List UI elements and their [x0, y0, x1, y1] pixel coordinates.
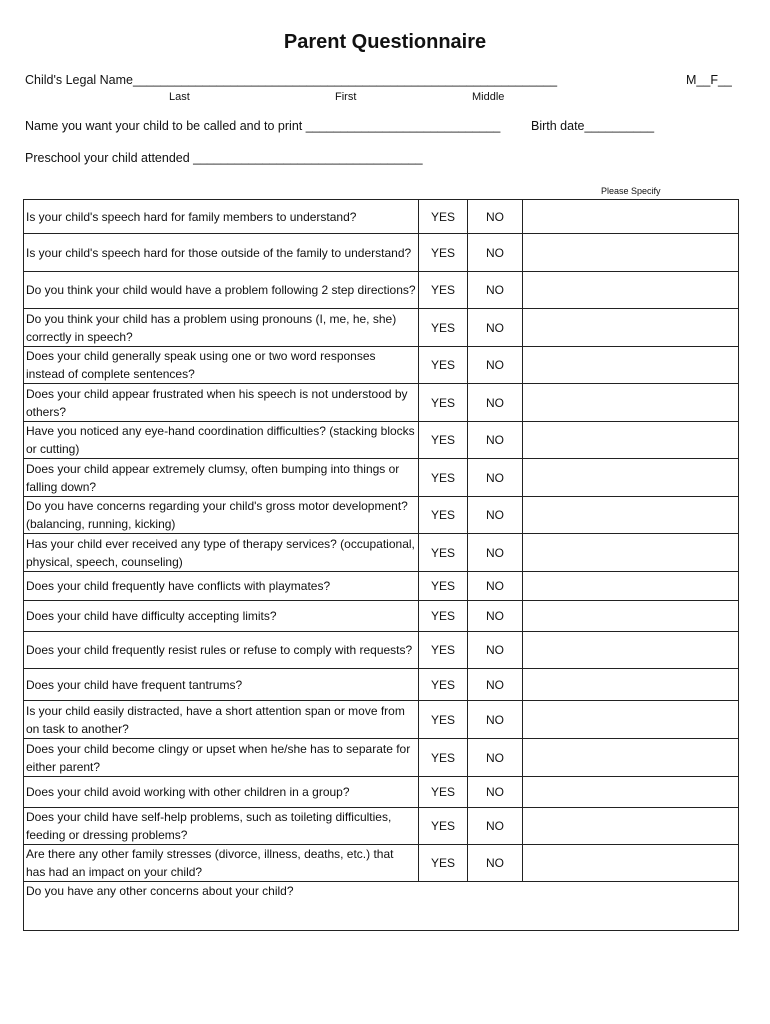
no-option[interactable]: NO [468, 601, 523, 632]
specify-field[interactable] [523, 739, 739, 777]
no-option[interactable]: NO [468, 272, 523, 309]
yes-option[interactable]: YES [419, 422, 468, 459]
last-name-label: Last [169, 91, 190, 103]
no-option[interactable]: NO [468, 808, 523, 845]
no-option[interactable]: NO [468, 777, 523, 808]
yes-option[interactable]: YES [419, 739, 468, 777]
no-option[interactable]: NO [468, 234, 523, 272]
no-option[interactable]: NO [468, 739, 523, 777]
yes-option[interactable]: YES [419, 272, 468, 309]
no-option[interactable]: NO [468, 422, 523, 459]
legal-name-field[interactable]: Child's Legal Name_____________________________________________________________ [25, 73, 558, 87]
question-text: Do you think your child would have a problem following 2 step directions? [24, 272, 419, 309]
specify-field[interactable] [523, 384, 739, 422]
question-text: Are there any other family stresses (divorce, illness, deaths, etc.) that has had an impact on your child? [24, 845, 419, 882]
final-question-row [24, 882, 739, 931]
yes-option[interactable]: YES [419, 669, 468, 701]
specify-field[interactable] [523, 309, 739, 347]
yes-option[interactable]: YES [419, 534, 468, 572]
question-row [24, 808, 739, 845]
yes-option[interactable]: YES [419, 497, 468, 534]
question-text: Is your child easily distracted, have a short attention span or move from on task to another? [24, 701, 419, 739]
question-row [24, 384, 739, 422]
specify-field[interactable] [523, 808, 739, 845]
question-row [24, 669, 739, 701]
question-text: Does your child appear frustrated when his speech is not understood by others? [24, 384, 419, 422]
gender-field[interactable]: M__F__ [686, 73, 732, 87]
question-text: Does your child frequently have conflicts with playmates? [24, 572, 419, 601]
yes-option[interactable]: YES [419, 384, 468, 422]
no-option[interactable]: NO [468, 309, 523, 347]
no-option[interactable]: NO [468, 459, 523, 497]
no-option[interactable]: NO [468, 384, 523, 422]
question-text: Does your child appear extremely clumsy, often bumping into things or falling down? [24, 459, 419, 497]
question-text: Do you have concerns regarding your child's gross motor development? (balancing, running, kicking) [24, 497, 419, 534]
question-row [24, 347, 739, 384]
no-option[interactable]: NO [468, 701, 523, 739]
question-row [24, 200, 739, 234]
specify-field[interactable] [523, 777, 739, 808]
yes-option[interactable]: YES [419, 845, 468, 882]
no-option[interactable]: NO [468, 572, 523, 601]
specify-field[interactable] [523, 845, 739, 882]
specify-field[interactable] [523, 572, 739, 601]
no-option[interactable]: NO [468, 632, 523, 669]
final-question[interactable]: Do you have any other concerns about your child? [24, 882, 739, 931]
question-text: Is your child's speech hard for family members to understand? [24, 200, 419, 234]
question-row [24, 845, 739, 882]
question-text: Does your child become clingy or upset when he/she has to separate for either parent? [24, 739, 419, 777]
yes-option[interactable]: YES [419, 309, 468, 347]
specify-field[interactable] [523, 497, 739, 534]
question-row [24, 309, 739, 347]
specify-field[interactable] [523, 234, 739, 272]
question-row [24, 272, 739, 309]
specify-field[interactable] [523, 601, 739, 632]
specify-field[interactable] [523, 669, 739, 701]
specify-field[interactable] [523, 272, 739, 309]
specify-field[interactable] [523, 200, 739, 234]
question-text: Is your child's speech hard for those outside of the family to understand? [24, 234, 419, 272]
yes-option[interactable]: YES [419, 601, 468, 632]
please-specify-label: Please Specify [601, 186, 661, 196]
yes-option[interactable]: YES [419, 200, 468, 234]
middle-name-label: Middle [472, 91, 505, 103]
no-option[interactable]: NO [468, 534, 523, 572]
question-text: Has your child ever received any type of therapy services? (occupational, physical, speech, counseling) [24, 534, 419, 572]
birth-date-field[interactable]: Birth date__________ [531, 119, 655, 133]
specify-field[interactable] [523, 632, 739, 669]
first-name-label: First [335, 91, 357, 103]
question-row [24, 601, 739, 632]
question-text: Have you noticed any eye-hand coordination difficulties? (stacking blocks or cutting) [24, 422, 419, 459]
question-text: Does your child generally speak using one or two word responses instead of complete sentences? [24, 347, 419, 384]
specify-field[interactable] [523, 422, 739, 459]
specify-field[interactable] [523, 534, 739, 572]
question-text: Does your child avoid working with other children in a group? [24, 777, 419, 808]
yes-option[interactable]: YES [419, 572, 468, 601]
question-row [24, 632, 739, 669]
question-row [24, 459, 739, 497]
question-row [24, 534, 739, 572]
no-option[interactable]: NO [468, 200, 523, 234]
question-row [24, 497, 739, 534]
question-row [24, 739, 739, 777]
no-option[interactable]: NO [468, 497, 523, 534]
no-option[interactable]: NO [468, 347, 523, 384]
question-text: Does your child have self-help problems, such as toileting difficulties, feeding or dressing problems? [24, 808, 419, 845]
question-text: Does your child have frequent tantrums? [24, 669, 419, 701]
specify-field[interactable] [523, 701, 739, 739]
yes-option[interactable]: YES [419, 234, 468, 272]
questionnaire-table [23, 199, 739, 931]
yes-option[interactable]: YES [419, 808, 468, 845]
page-title: Parent Questionnaire [283, 31, 487, 53]
question-row [24, 234, 739, 272]
no-option[interactable]: NO [468, 669, 523, 701]
question-text: Does your child frequently resist rules or refuse to comply with requests? [24, 632, 419, 669]
question-row [24, 422, 739, 459]
yes-option[interactable]: YES [419, 347, 468, 384]
called-name-field[interactable]: Name you want your child to be called and to print ____________________________ [25, 119, 501, 133]
preschool-field[interactable]: Preschool your child attended _________________________________ [25, 151, 423, 165]
no-option[interactable]: NO [468, 845, 523, 882]
question-text: Do you think your child has a problem using pronouns (I, me, he, she) correctly in speech? [24, 309, 419, 347]
question-row [24, 701, 739, 739]
question-row [24, 777, 739, 808]
question-text: Does your child have difficulty accepting limits? [24, 601, 419, 632]
yes-option[interactable]: YES [419, 701, 468, 739]
specify-field[interactable] [523, 459, 739, 497]
yes-option[interactable]: YES [419, 777, 468, 808]
yes-option[interactable]: YES [419, 459, 468, 497]
question-row [24, 572, 739, 601]
yes-option[interactable]: YES [419, 632, 468, 669]
specify-field[interactable] [523, 347, 739, 384]
